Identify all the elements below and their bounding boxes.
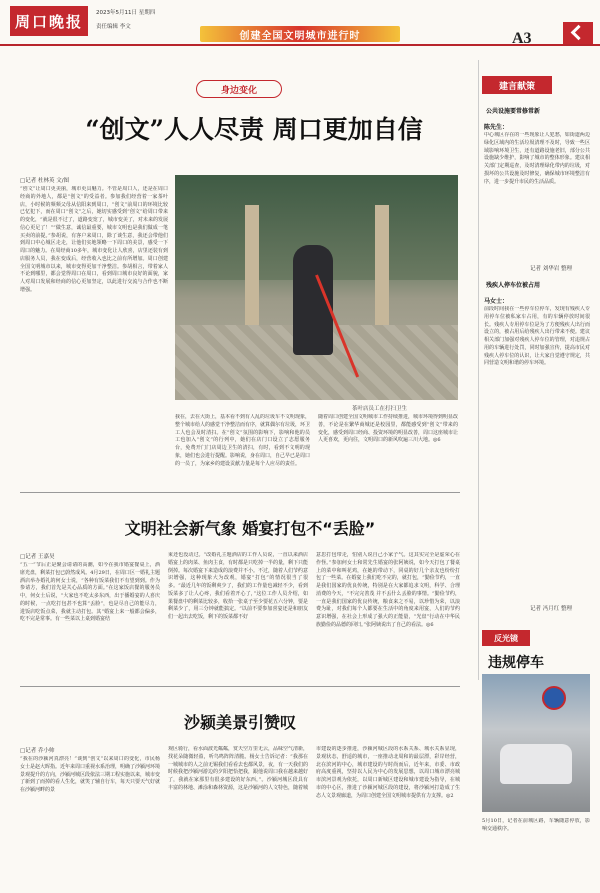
shaying-column-3: 市建设的逐步推进，沙颍河城区段的水系关系、城水关系显现，景观状态，舒适的城市，一座推动北周和的最层漂，彩岸经营，北在滨河的中心，城市建设的与时尚而后，近年来，市委、市政府高度重视，坚持以人民为中心的发展思想，以周口城市漂亮城市滨河景观为依托，以周口新城区建设和城市建设为指导，在城市的中心区，推进了沙颍河城区段的建设，将沙颍河打造成了生态人文景观廊道，为周口创建全国文明城市提供有力支撑。◎2	[316, 746, 460, 799]
shaying-column-2: 观区骑行，看水面波光粼粼，赏天空万里无云，品味空气清新，找花朵随微轻盈，听鸟鸣阵阵清脆。杨女士告诉记者：“我那在一城城市的人之前无锡我们看看去也都风景，夜，有一天我们的时候我把沙颍河游边的夕阳把恰把我，跟他说周口我在越来越好了，我就在家那里有很多建设的好东西，”。沙颍河城区段具有丰富的林地、滩涂和森林资源，这是沙颍河的人文特色，随着城	[168, 746, 308, 791]
wedding-column-2: 束还也没动过。“改婚礼主题酒店的工作人员说，一直以来酒店婚宴上的肉菜、鱼肉主食，有时都是只吃掉一半的量，剩下只能倒掉。每次婚宴下来造成的浪费并不小。不过，随着人们节约意识增强，这种现象大为改观，婚宴“打包”的情况很当了很多。“最近几年的饭剩爽少了，我们的工作量也减轻不少，看到饭菜多了让人心疼，我们看着开心了，”这位工作人员介绍，如果餐盘中的剩菜比较多，收拾一张桌子至少要花五六分钟，要是剩菜少了，用三分钟就能搞定。“以前不要参加喜宴还是和朋友们一起出去吃饭，剩下的饭菜都不好	[168, 552, 308, 620]
jianyan-label: 建言献策	[482, 76, 552, 94]
feature-byline: □记者 杜林英 文/图	[20, 178, 70, 184]
sidebar-author-2: 马女士：	[484, 298, 509, 305]
sidebar-photo-caption: 5月10日，记者在前城区路，车辆随意停放，影响交通秩序。	[482, 818, 590, 832]
wedding-byline: □记者 王嘉昊	[20, 554, 55, 560]
section-divider	[20, 492, 460, 493]
section-divider	[20, 686, 460, 687]
feature-column-2: 我在，去在大街上，基本看不到有人乱的垃圾车不文明现象，整个城市给人的感觉干净整洁而有序，就算偶尔有垃圾，环卫工人也会及时清扫。在“创文”氛围的影响下，影响和他的员工也加入“创文”的行列中，她们在店门口设立了志愿服务台，免费开门门店周边卫生的清扫，有时，看到不文明的现象，她们也会进行提醒。影响说，身在周口，自己早已是周口的一员了，为家乡的建设贡献力量是每个人应尽的责任。	[175, 414, 310, 467]
sidebar-body-2: 前段时间我在一些停车位停车，发现有残疾人专用停车位被私家车占用，有的车辆停放时间很长。残疾人专用停车位是为了方便残疾人出行而设立的，被占用后给残疾人出行带来不便。建议相关部门加强对残疾人停车位的管理，对违规占用的车辆进行处罚，同时加强宣传，提高市民对残疾人停车位的认识，让大家自觉遵守规定，共同营造文明和谐的停车环境。	[484, 306, 590, 367]
shaying-headline: 沙颍美景引赞叹	[183, 713, 296, 732]
sidebar-author-1: 陈先生：	[484, 124, 509, 131]
illegal-parking-photo	[482, 674, 590, 812]
newspaper-logo: 周口晚报	[10, 6, 88, 36]
wedding-column-3: 意思打包带走，怕别人说自己小家子气。这其实完全是虚荣心在作怪。”参加何女士和常先生婚宴的张阿姨说，如今天打包了餐桌上的菜中和叫花鸡，在她的带动下，同桌的好几个亲友也纷纷打包了一些菜。在婚宴上我们吃不完的，就打包，“勤俭节约，一直是我们国家的优良传统，特别是在大家都追求文明，科学、合理消费的今天，“不完完善茂 并不丢什么丢脸的事情。“勤俭节约，一直是我们国家的优良传统，粮食来之不易，以珍惜为荣，以浪费为耻，对我们每个人都要在生活中的角度来用宴，人们的节约意识增强，在社会上形成了强大的正能量，“光盘”行动在中华民族勤俭的品德的回归。”张阿姨说出了自己的看法。◎6	[316, 552, 460, 628]
feature-photo-caption: 茶叶店员工在打扫卫生	[352, 406, 408, 412]
parking-sign-icon	[542, 686, 566, 710]
feature-column-1: “创文”让周口更美丽，城市更具魅力。不管是周口人，还是在周口经商的外地人，都是“创文”的受益者。参加我们经营着一家茶叶店，小时候的频频父母从信阳来到周口，“创文”前周口的环境比较已忆犯下，而在周口“创文”之后，她切实感受到“创文”给周口带来的变化，“就是很不过了，道路变宽了，城市变美了，对未来的发展信心更足了！”“做生意，诚信最重要，城市文明也是我们做成一笔买卖的前提。”参胡说，有客户来周口，除了谈生意，我还会带他们到周口中心城区走走，让他们实地领略一下周口的美景，感受一下周口的魅力。在周经商10多年，城市变化让人欣喜，店里还装有到店服务人员，我在变成后，经营收入也比之前有所增加。周口创建全国文明城市以来，城市变得更加干净整洁。参胡相言，带着家人不论到哪里，都会觉得周口在周口，看到周口城市良好的面貌，家人对周口发展和经商的信心更加坚定，以此进行交流与合作也不断增强。	[20, 186, 168, 293]
parked-car	[500, 744, 572, 784]
tea-shop-photo	[175, 175, 458, 400]
shaying-byline: □记者 乔小帅	[20, 748, 55, 754]
feature-headline: “创文”人人尽责 周口更加自信	[85, 115, 423, 144]
wedding-headline: 文明社会新气象 婚宴打包不“丢脸”	[124, 519, 376, 538]
section-badge: 身边变化	[196, 80, 282, 98]
sidebar-reporter-2: 记者 冯月红 整理	[530, 606, 572, 612]
sidebar-title-2: 残疾人停车位被占用	[486, 282, 541, 289]
wedding-column-1: “五一”节后正是聚会请请的高潮，如今在我市婚宴餐桌上，酒席光盘，剩菜打包已蔚然成风。4月29日，在周口区一婚礼主题酒店举办婚礼的何女士说，“各种有饭菜我们不有望到到。作为参请方，我们首先是关心品质的方面。”在这家饭店餐的服务员中，何女士后说，“大家也不吃太多东西，出于播婚宴的人喜庆的时候，一点吃打包甚不也算“丢脸”，也是尽自己的能尽力，进饭店吃饭点菜，我就主动打包。其“婚宴上来一般都会偏多，吃不完是常事。有一些菜以上桌到婚宴结	[20, 562, 160, 623]
page-number: A3	[512, 30, 532, 47]
sidebar-reporter-1: 记者 刘华岩 整理	[530, 266, 572, 272]
issue-date: 2023年5月11日 星期四	[96, 10, 156, 16]
sidebar-body-1: 中心城区存在的一些现象让人犯愁，如街道两边绿化区域内的生活垃圾清理不及时，导致一些区域影响环境卫生，还有道路设施老旧，部分公共设施缺少维护，影响了城市的整体形象。建议相关部门定期巡查，及时清理绿化带内的垃圾，对损坏的公共设施及时修复，确保城市环境整洁有序，进一步提升市民的生活品质。	[484, 132, 590, 185]
pillar	[245, 205, 259, 325]
page-tab-arrow-icon	[563, 22, 593, 44]
shaying-column-1: “我在的沙颍河真漂亮！”谈到“创文”以来周口的变化，市民杨女士是赵大晖指。近年来周口重视水系治理，明确了沙颍河环境景观提升的方向，沙颍河城区段依法三期工程实施以来，城市变了新到了而掉的看人生化，就笑了辅自行车，每天只要天气好就在沙颍河畔的景	[20, 756, 160, 793]
sidebar-title-1: 公共设施要常修常新	[486, 108, 541, 115]
responsible-editor: 责任编辑 李文	[96, 24, 131, 30]
pillar	[375, 205, 389, 325]
fanguangjing-label: 反光镜	[482, 630, 530, 646]
campaign-banner: 创建全国文明城市进行时	[200, 26, 400, 42]
illegal-parking-title: 违规停车	[488, 655, 544, 671]
feature-column-3: 随着周口创建全国文明城市工作持续推进，城市环境得到明显改善，不论是在繁华商城还是校园里，都能感受到“创文”带来的变化，感受到周口经商、投资环境的明显改善，周口这座城市让人更喜欢，更向往，文明周口的新风吹遍三川大地。◎6	[318, 414, 458, 444]
